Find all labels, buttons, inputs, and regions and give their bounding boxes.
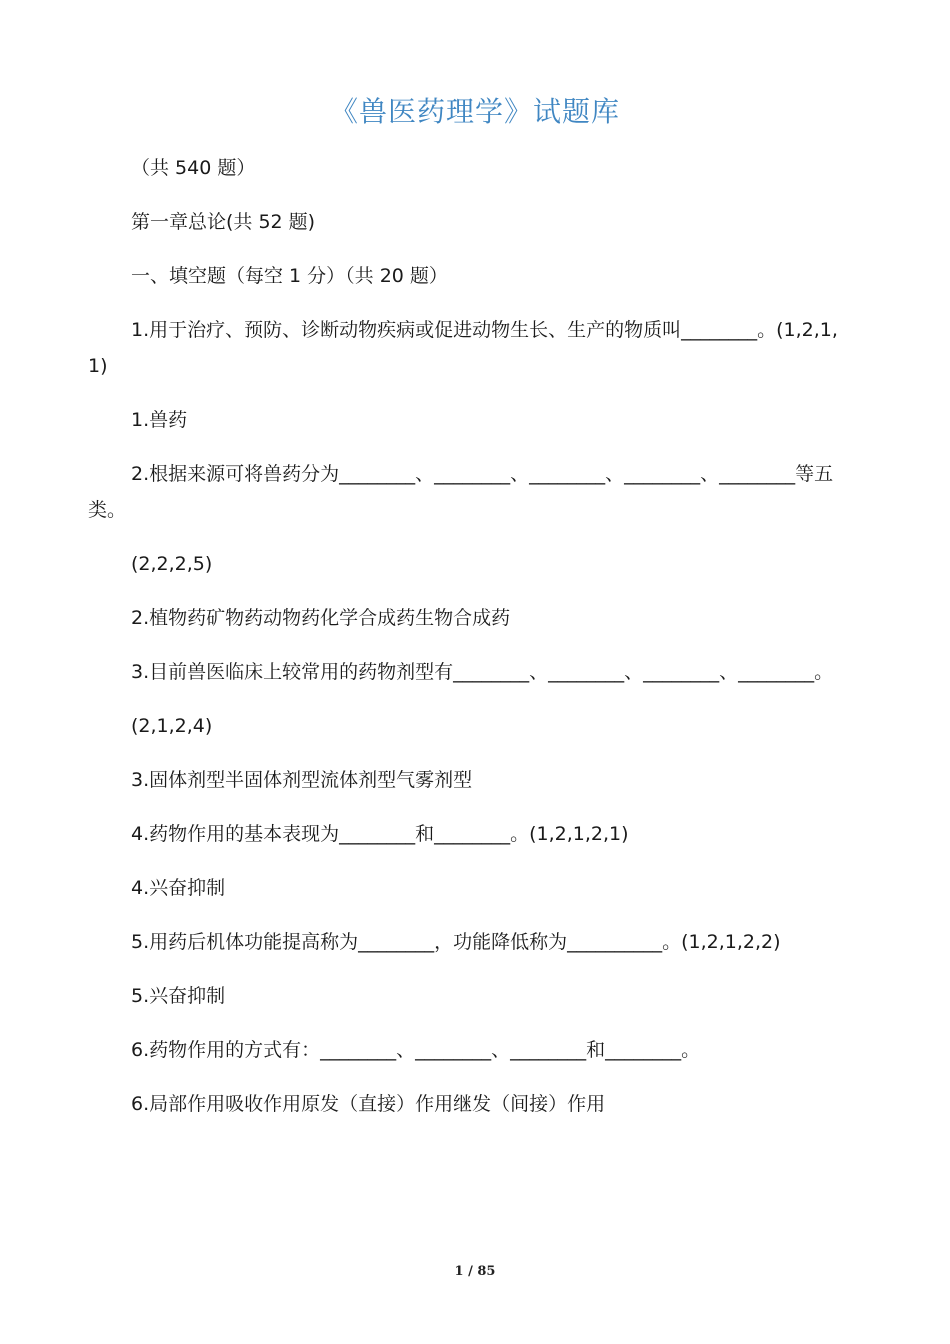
answer-6: 6.局部作用吸收作用原发（直接）作用继发（间接）作用 [131, 1093, 606, 1115]
document-body [88, 150, 838, 1140]
document-title: 《兽医药理学》试题库 [329, 95, 620, 128]
section-heading: 一、填空题（每空 1 分）（共 20 题） [131, 265, 448, 287]
question-2: 2.根据来源可将兽药分为________、________、________、________、________等五类。 [88, 463, 834, 521]
question-3-code: (2,1,2,4) [131, 715, 213, 737]
chapter-heading: 第一章总论(共 52 题) [131, 211, 316, 233]
total-count: （共 540 题） [131, 157, 256, 179]
answer-2: 2.植物药矿物药动物药化学合成药生物合成药 [131, 607, 511, 629]
question-5: 5.用药后机体功能提高称为________，功能降低称为__________。(1,2,1,2,2) [131, 931, 781, 953]
page-number: 1 / 85 [454, 1264, 496, 1279]
question-6: 6.药物作用的方式有：________、________、________和________。 [131, 1039, 701, 1061]
question-1: 1.用于治疗、预防、诊断动物疾病或促进动物生长、生产的物质叫________。(1,2,1,1) [88, 319, 838, 377]
answer-5: 5.兴奋抑制 [131, 985, 226, 1007]
answer-4: 4.兴奋抑制 [131, 877, 226, 899]
answer-3: 3.固体剂型半固体剂型流体剂型气雾剂型 [131, 769, 473, 791]
question-4: 4.药物作用的基本表现为________和________。(1,2,1,2,1) [131, 823, 629, 845]
answer-1: 1.兽药 [131, 409, 188, 431]
question-3: 3.目前兽医临床上较常用的药物剂型有________、________、________、________。 [131, 661, 834, 683]
question-2-code: (2,2,2,5) [131, 553, 213, 575]
